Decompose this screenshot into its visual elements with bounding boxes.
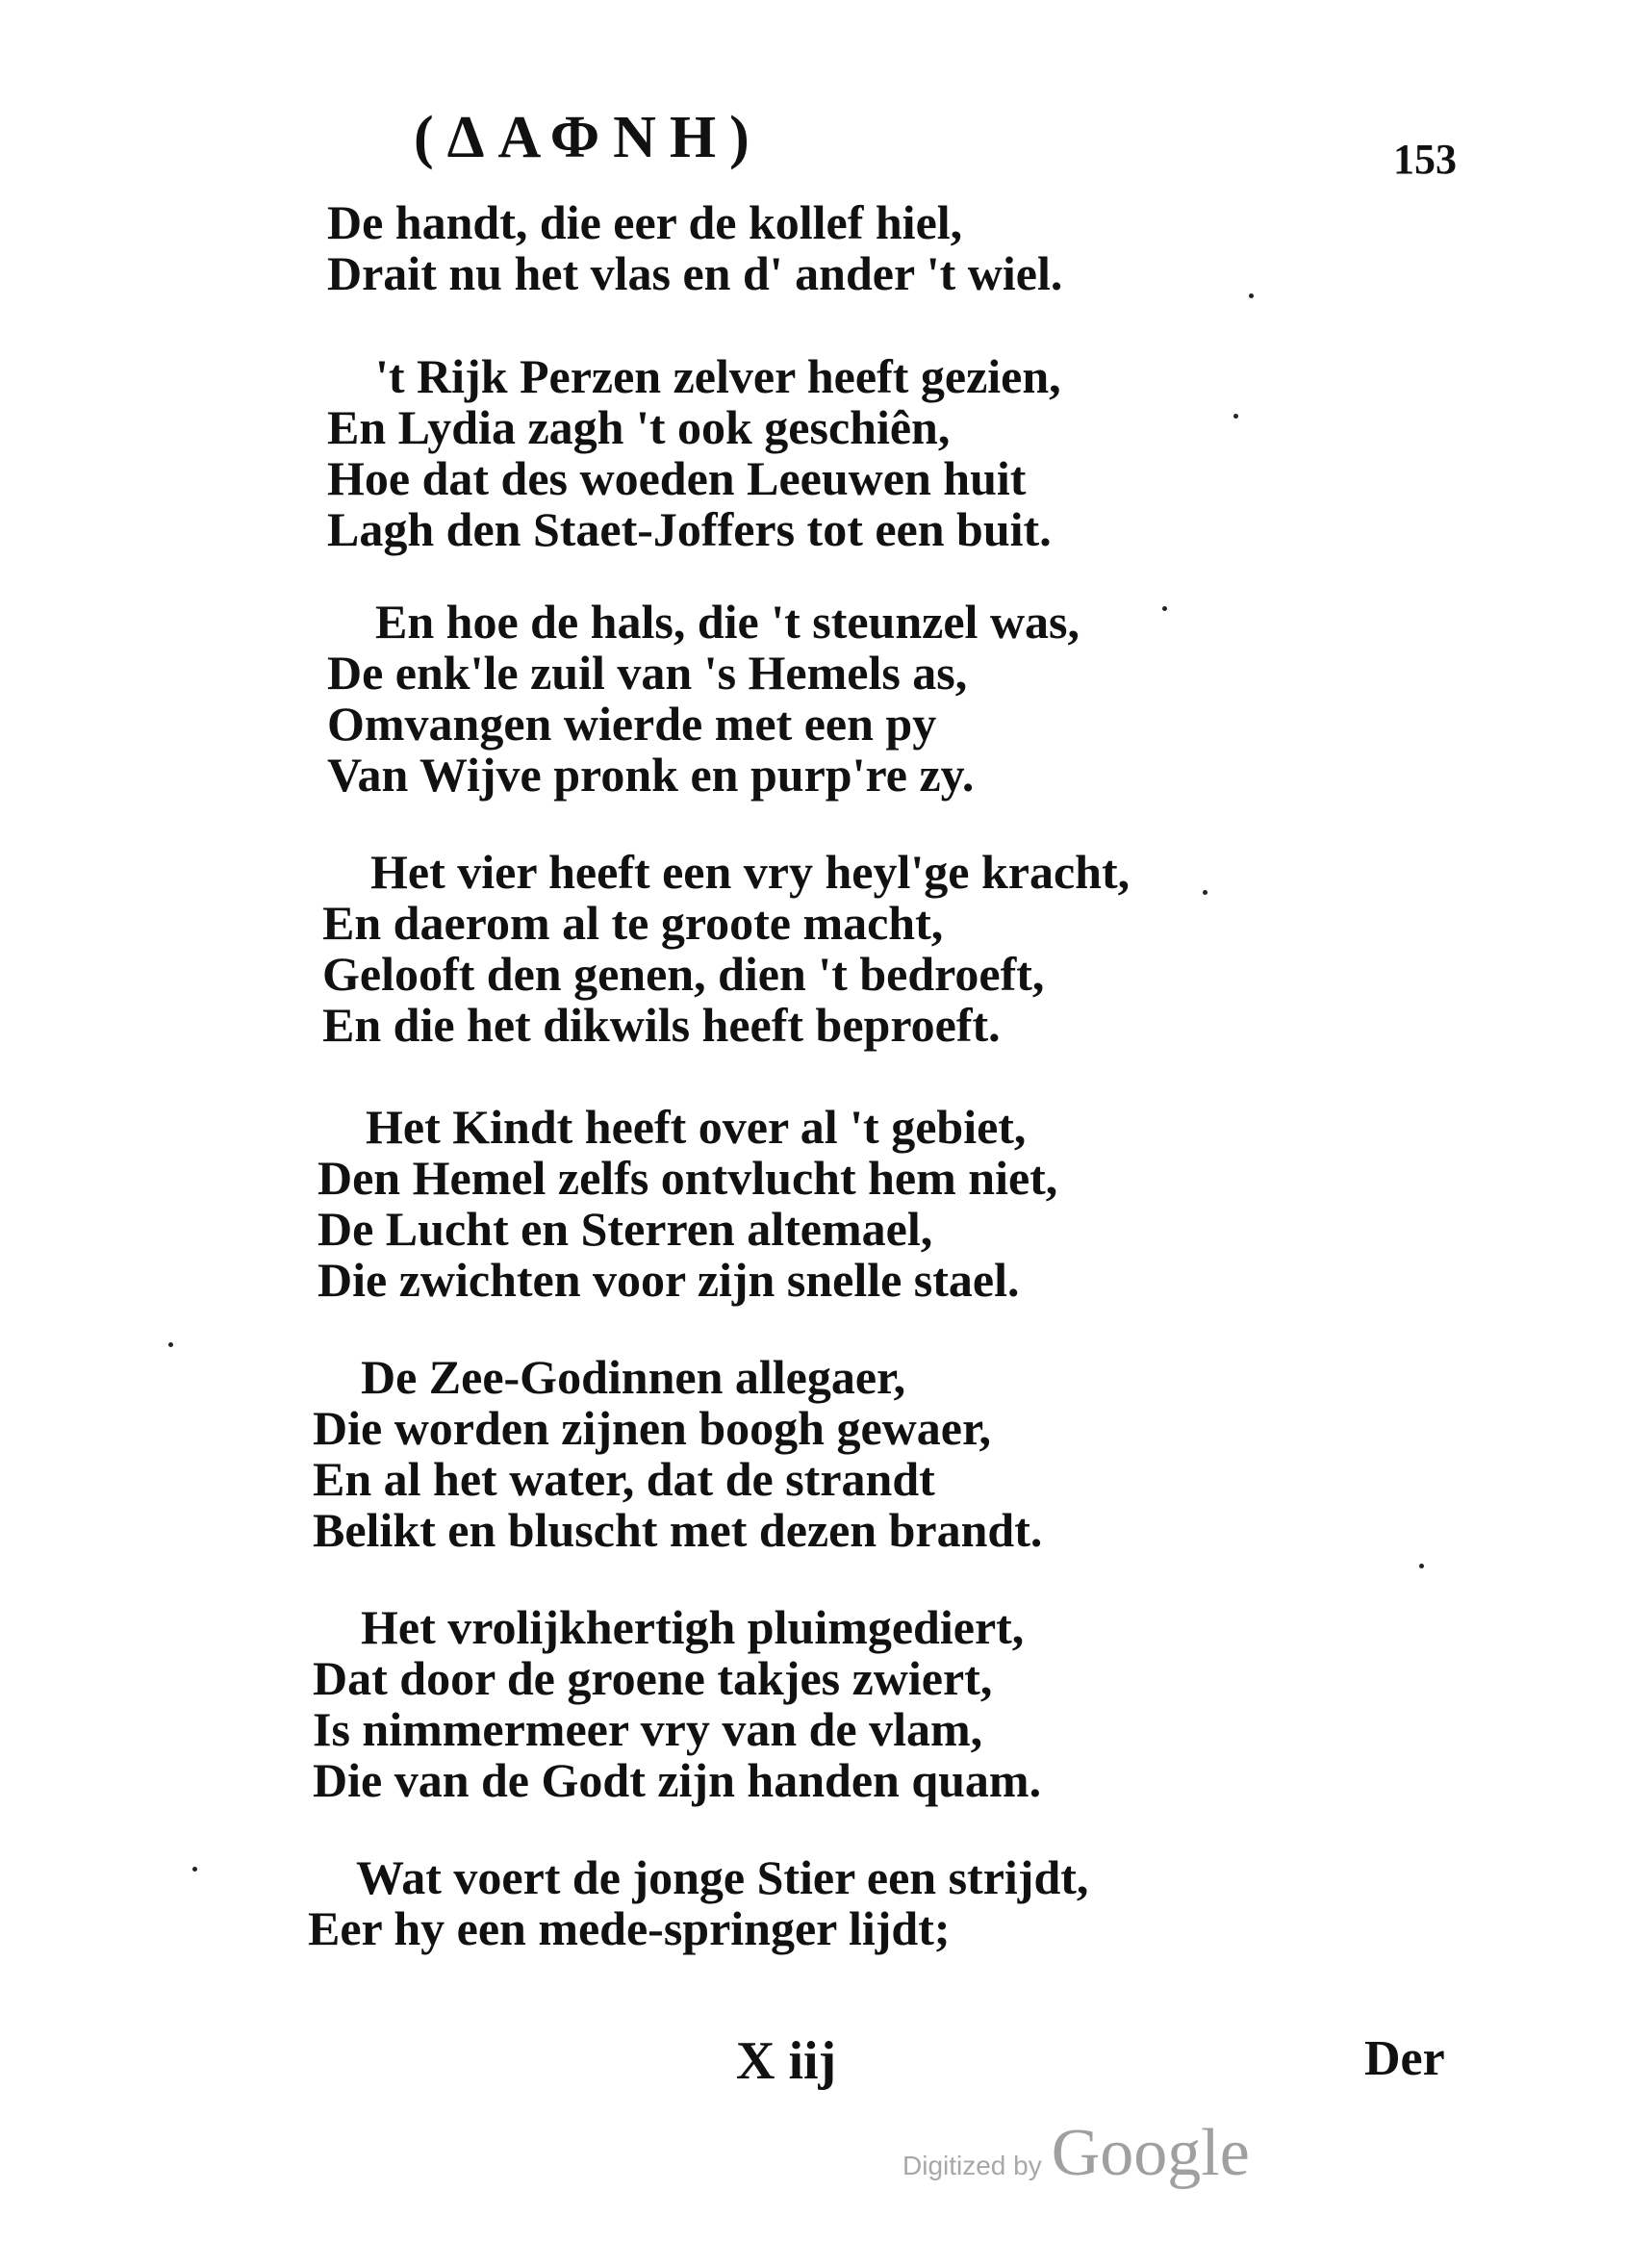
scan-speck <box>1162 606 1167 611</box>
verse-line: En hoe de hals, die 't steunzel was, <box>375 595 1080 649</box>
verse-line: Lagh den Staet-Joffers tot een buit. <box>327 502 1052 556</box>
verse-line: De enk'le zuil van 's Hemels as, <box>327 646 968 700</box>
verse-line: Van Wijve pronk en purp're zy. <box>327 748 975 802</box>
scan-speck <box>1419 1564 1424 1568</box>
catchword: Der <box>1364 2031 1445 2086</box>
digitized-by-text: Digitized by <box>902 2151 1042 2180</box>
stanza-8 <box>308 1852 1174 1954</box>
verse-line: Drait nu het vlas en d' ander 't wiel. <box>327 246 1063 300</box>
scan-speck <box>1249 293 1254 298</box>
scan-speck <box>168 1342 173 1347</box>
verse-line: Het vier heeft een vry heyl'ge kracht, <box>370 845 1131 899</box>
verse-line: Het vrolijkhertigh pluimgediert, <box>361 1600 1025 1654</box>
verse-line: Die van de Godt zijn handen quam. <box>313 1753 1042 1807</box>
signature-mark: X iij <box>736 2031 837 2091</box>
verse-line: Den Hemel zelfs ontvlucht hem niet, <box>318 1151 1058 1205</box>
stanza-4 <box>322 847 1188 1051</box>
verse-line: Dat door de groene takjes zwiert, <box>313 1651 993 1705</box>
verse-line: Die zwichten voor zijn snelle stael. <box>318 1253 1020 1307</box>
verse-line: Wat voert de jonge Stier een strijdt, <box>356 1850 1089 1904</box>
verse-line: Belikt en bluscht met dezen brandt. <box>313 1503 1043 1557</box>
stanza-2 <box>327 351 1193 555</box>
page-number: 153 <box>1393 136 1457 183</box>
digitized-watermark <box>902 2115 1250 2192</box>
verse-line: En die het dikwils heeft beproeft. <box>322 998 1001 1052</box>
verse-line: En al het water, dat de strandt <box>313 1452 935 1506</box>
scan-speck <box>1203 890 1207 895</box>
verse-line: Het Kindt heeft over al 't gebiet, <box>366 1100 1027 1154</box>
scan-speck <box>1233 414 1238 419</box>
verse-line: En Lydia zagh 't ook geschiên, <box>327 400 951 454</box>
stanza-1 <box>327 197 1193 299</box>
verse-line: 't Rijk Perzen zelver heeft gezien, <box>375 349 1061 403</box>
stanza-5 <box>318 1102 1183 1306</box>
scan-speck <box>192 1867 197 1872</box>
stanza-3 <box>327 597 1193 801</box>
verse-line: De Zee-Godinnen allegaer, <box>361 1350 906 1404</box>
running-title: (ΔΑΦΝΗ) <box>414 105 763 170</box>
verse-line: Omvangen wierde met een py <box>327 697 937 751</box>
verse-line: Hoe dat des woeden Leeuwen huit <box>327 451 1027 505</box>
stanza-7 <box>313 1602 1179 1806</box>
stanza-6 <box>313 1352 1179 1556</box>
google-logo: Google <box>1051 2116 1250 2190</box>
verse-line: De handt, die eer de kollef hiel, <box>327 195 963 249</box>
verse-line: Eer hy een mede-springer lijdt; <box>308 1901 951 1955</box>
verse-line: De Lucht en Sterren altemael, <box>318 1202 933 1256</box>
verse-line: Is nimmermeer vry van de vlam, <box>313 1702 983 1756</box>
verse-line: En daerom al te groote macht, <box>322 896 944 950</box>
verse-line: Gelooft den genen, dien 't bedroeft, <box>322 947 1045 1001</box>
verse-line: Die worden zijnen boogh gewaer, <box>313 1401 992 1455</box>
